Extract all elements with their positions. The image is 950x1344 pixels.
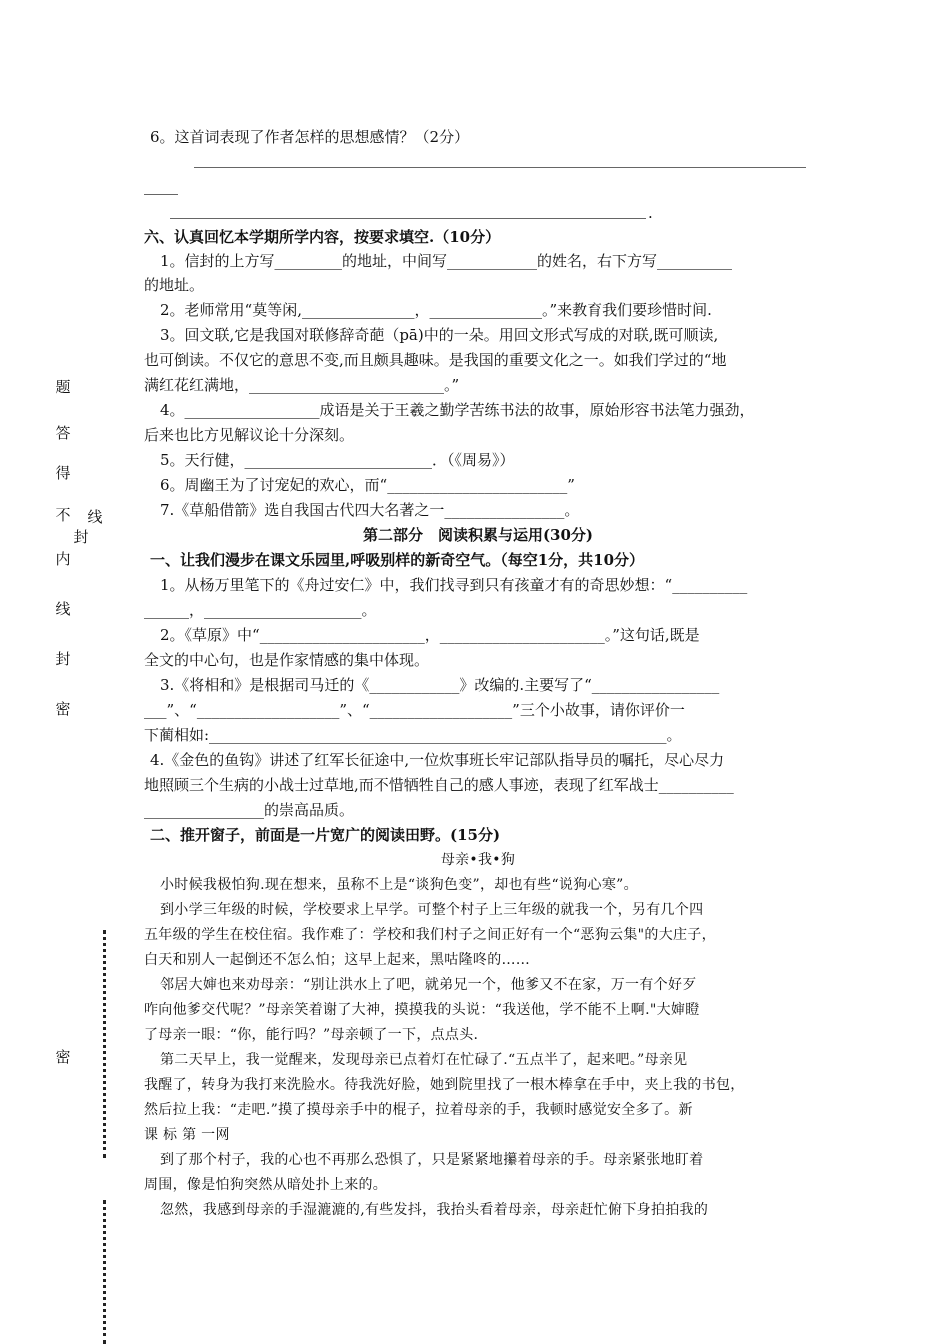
s6-item-7: 7.《草船借箭》选自我国古代四大名著之一________________。 <box>160 501 580 519</box>
story-paragraph-2-cont-2: 白天和别人一起倒还不怎么怕；这早上起来，黑咕隆咚的…… <box>144 952 531 968</box>
story-paragraph-2: 到小学三年级的时候，学校要求上早学。可整个村子上三年级的就我一个，另有几个四 <box>160 902 704 918</box>
r1-item-3: 3.《将相和》是根据司马迁的《____________》改编的.主要写了“_________________ <box>160 676 720 694</box>
binding-char-7: 封 <box>55 650 71 668</box>
r1-item-1: 1。从杨万里笔下的《舟过安仁》中，我们找寻到只有孩童才有的奇思妙想：“__________ <box>160 576 748 594</box>
s6-item-5: 5。天行健，_________________________．（《周易》） <box>160 451 515 469</box>
binding-char-3: 得 <box>55 464 71 482</box>
s6-item-6: 6。周幽王为了讨宠妃的欢心，而“________________________” <box>160 476 575 494</box>
q6-answer-line-1 <box>194 167 806 168</box>
binding-char-8: 密 <box>55 700 71 718</box>
q6-answer-line-2 <box>144 194 178 195</box>
binding-dotted-line-2 <box>103 1200 106 1344</box>
q6-question: 6。这首词表现了作者怎样的思想感情？（2分） <box>150 128 470 146</box>
binding-char-5: 内 <box>55 550 71 568</box>
r1-item-2: 2。《草原》中“______________________，______________________。”这句话,既是 <box>160 626 700 644</box>
binding-char-6: 线 <box>55 600 71 618</box>
story-paragraph-1: 小时候我极怕狗.现在想来，虽称不上是“谈狗色变”，却也有些“说狗心寒”。 <box>160 877 638 893</box>
r1-item-3-cont-2: 下蔺相如:_____________________________________________________________。 <box>144 726 682 744</box>
story-paragraph-4-cont-2: 然后拉上我：“走吧.”摸了摸母亲手中的棍子，拉着母亲的手，我顿时感觉安全多了。新 <box>144 1102 693 1118</box>
reading-section-1-title: 一、让我们漫步在课文乐园里,呼吸别样的新奇空气。（每空1分，共10分） <box>150 551 645 569</box>
binding-char-b2: 线 <box>87 508 103 526</box>
q6-answer-line-3 <box>170 218 646 219</box>
q6-answer-end: . <box>648 204 653 222</box>
part-2-title: 第二部分 阅读积累与运用(30分) <box>362 526 594 544</box>
r1-item-4-cont-1: 地照顾三个生病的小战士过草地,而不惜牺牲自己的感人事迹，表现了红军战士__________ <box>144 776 734 794</box>
s6-item-3: 3。回文联,它是我国对联修辞奇葩（pā)中的一朵。用回文形式写成的对联,既可顺读, <box>160 326 719 344</box>
s6-item-2: 2。老师常用“莫等闲,_______________，_______________。”来教育我们要珍惜时间. <box>160 301 712 319</box>
story-paragraph-6: 忽然，我感到母亲的手湿漉漉的,有些发抖，我抬头看着母亲，母亲赶忙俯下身拍拍我的 <box>160 1202 709 1218</box>
story-paragraph-2-cont-1: 五年级的学生在校住宿。我作难了：学校和我们村子之间正好有一个“恶狗云集"的大庄子， <box>144 927 716 943</box>
binding-dotted-line-1 <box>103 930 106 1158</box>
story-paragraph-5-cont: 周围，像是怕狗突然从暗处扑上来的。 <box>144 1177 388 1193</box>
r1-item-2-cont: 全文的中心句，也是作家情感的集中体现。 <box>144 651 430 669</box>
story-paragraph-3-cont-1: 咋向他爹交代呢？”母亲笑着谢了大神，摸摸我的头说：“我送他，学不能不上啊."大婶瞪 <box>144 1002 700 1018</box>
s6-item-1: 1。信封的上方写_________的地址，中间写____________的姓名，右下方写__________ <box>160 252 733 270</box>
r1-item-1-cont: ______，_____________________。 <box>144 601 377 619</box>
story-paragraph-4-cont-3: 课 标 第 一网 <box>144 1127 230 1143</box>
binding-char-4: 不 <box>55 506 71 524</box>
binding-char-1: 题 <box>55 378 71 396</box>
binding-char-low: 密 <box>55 1048 71 1066</box>
story-paragraph-5: 到了那个村子，我的心也不再那么恐惧了，只是紧紧地攥着母亲的手。母亲紧张地盯着 <box>160 1152 704 1168</box>
story-title: 母亲•我•狗 <box>440 852 516 868</box>
story-paragraph-3: 邻居大婶也来劝母亲：“别让洪水上了吧，就弟兄一个，他爹又不在家，万一有个好歹 <box>160 977 697 993</box>
section-6-title: 六、认真回忆本学期所学内容，按要求填空.（10分） <box>144 228 501 246</box>
r1-item-4: 4.《金色的鱼钩》讲述了红军长征途中,一位炊事班长牢记部队指导员的嘱托，尽心尽力 <box>150 751 725 769</box>
r1-item-4-cont-2: ________________的崇高品质。 <box>144 801 355 819</box>
binding-char-2: 答 <box>55 424 71 442</box>
reading-section-2-title: 二、推开窗子，前面是一片宽广的阅读田野。(15分) <box>150 826 501 844</box>
s6-item-3-cont-1: 也可倒读。不仅它的意思不变,而且颇具趣味。是我国的重要文化之一。如我们学过的“地 <box>144 351 727 369</box>
s6-item-4-cont: 后来也比方见解议论十分深刻。 <box>144 426 355 444</box>
s6-item-1-cont: 的地址。 <box>144 276 205 294</box>
story-paragraph-4: 第二天早上，我一觉醒来，发现母亲已点着灯在忙碌了.“五点半了，起来吧。”母亲见 <box>160 1052 688 1068</box>
binding-char-b1: 封 <box>73 528 89 546</box>
story-paragraph-3-cont-2: 了母亲一眼：“你，能行吗？”母亲顿了一下，点点头. <box>144 1027 479 1043</box>
story-paragraph-4-cont-1: 我醒了，转身为我打来洗脸水。待我洗好脸，她到院里找了一根木棒拿在手中，夹上我的书包， <box>144 1077 745 1093</box>
r1-item-3-cont-1: ___”、“___________________”、“___________________”三个小故事，请你评价一 <box>144 701 685 719</box>
s6-item-4: 4。__________________成语是关于王羲之勤学苦练书法的故事，原始形容书法笔力强劲， <box>160 401 755 419</box>
s6-item-3-cont-2: 满红花红满地，__________________________。” <box>144 376 460 394</box>
